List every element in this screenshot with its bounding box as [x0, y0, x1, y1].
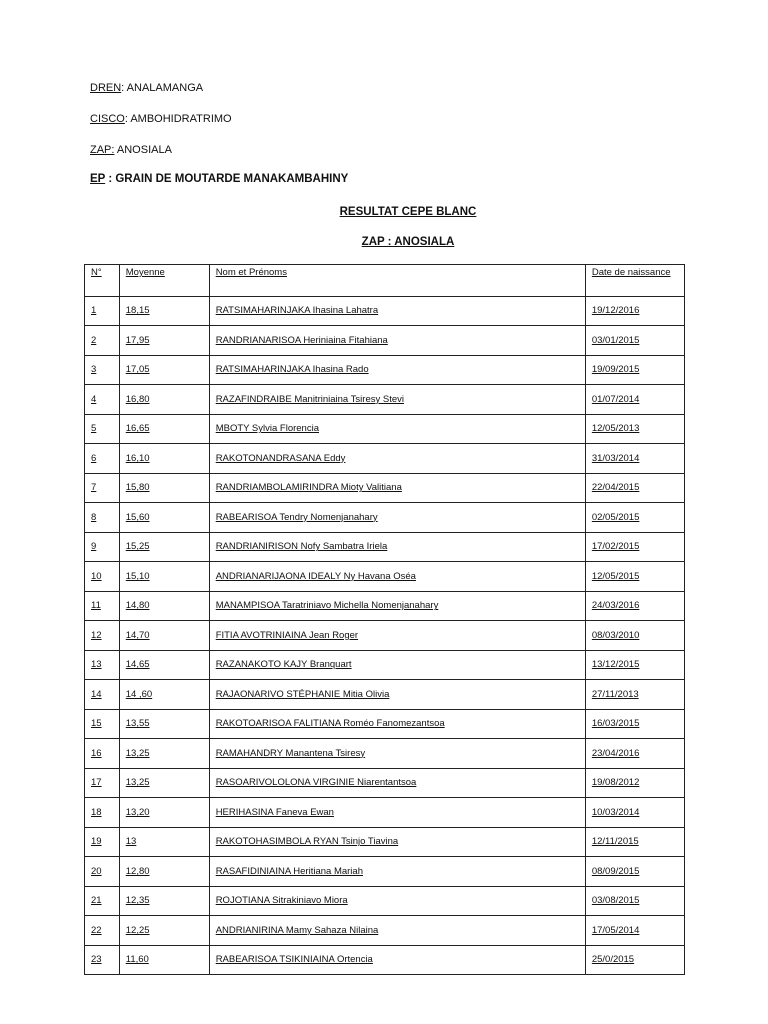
- cell-birthdate: 01/07/2014: [585, 385, 684, 415]
- cell-number: 22: [85, 916, 120, 946]
- cell-number: 23: [85, 945, 120, 975]
- zap-value: ANOSIALA: [114, 144, 172, 156]
- results-table: [84, 264, 685, 975]
- table-row: [85, 680, 685, 710]
- cell-number: 3: [85, 355, 120, 385]
- cell-average: 15,25: [119, 532, 209, 562]
- cell-birthdate: 12/11/2015: [585, 827, 684, 857]
- cell-birthdate: 08/09/2015: [585, 857, 684, 887]
- cell-birthdate: 03/01/2015: [585, 326, 684, 356]
- cell-birthdate: 22/04/2015: [585, 473, 684, 503]
- cell-birthdate: 25/0/2015: [585, 945, 684, 975]
- cell-number: 18: [85, 798, 120, 828]
- cell-birthdate: 23/04/2016: [585, 739, 684, 769]
- cell-number: 17: [85, 768, 120, 798]
- cisco-line: [90, 112, 232, 126]
- column-header-birthdate: Date de naissance: [585, 265, 684, 297]
- zap-line: [90, 143, 172, 157]
- cell-number: 2: [85, 326, 120, 356]
- cell-number: 12: [85, 621, 120, 651]
- cell-average: 13: [119, 827, 209, 857]
- cell-average: 14,70: [119, 621, 209, 651]
- cell-name: RANDRIANIRISON Nofy Sambatra Iriela: [209, 532, 585, 562]
- cell-birthdate: 31/03/2014: [585, 444, 684, 474]
- cell-name: RAJAONARIVO STÉPHANIE Mitia Olivia: [209, 680, 585, 710]
- column-header-name: Nom et Prénoms: [209, 265, 585, 297]
- cell-name: ROJOTIANA Sitrakiniavo Miora: [209, 886, 585, 916]
- table-row: [85, 532, 685, 562]
- cell-birthdate: 17/05/2014: [585, 916, 684, 946]
- cell-birthdate: 17/02/2015: [585, 532, 684, 562]
- cell-average: 16,80: [119, 385, 209, 415]
- cell-name: RATSIMAHARINJAKA Ihasina Rado: [209, 355, 585, 385]
- dren-value: : ANALAMANGA: [121, 82, 204, 94]
- table-row: [85, 473, 685, 503]
- cell-average: 13,25: [119, 768, 209, 798]
- cell-number: 15: [85, 709, 120, 739]
- table-row: [85, 503, 685, 533]
- cell-average: 12,35: [119, 886, 209, 916]
- dren-line: [90, 81, 203, 95]
- cell-number: 9: [85, 532, 120, 562]
- cell-birthdate: 10/03/2014: [585, 798, 684, 828]
- cell-number: 10: [85, 562, 120, 592]
- cell-average: 13,25: [119, 739, 209, 769]
- table-row: [85, 414, 685, 444]
- cell-name: RANDRIAMBOLAMIRINDRA Mioty Valitiana: [209, 473, 585, 503]
- table-row: [85, 945, 685, 975]
- cell-number: 11: [85, 591, 120, 621]
- ep-label: EP: [90, 173, 106, 185]
- cell-birthdate: 08/03/2010: [585, 621, 684, 651]
- table-row: [85, 798, 685, 828]
- table-row: [85, 857, 685, 887]
- column-header-average: Moyenne: [119, 265, 209, 297]
- ep-value: : GRAIN DE MOUTARDE MANAKAMBAHINY: [105, 173, 349, 185]
- cell-number: 6: [85, 444, 120, 474]
- cell-number: 19: [85, 827, 120, 857]
- cell-number: 7: [85, 473, 120, 503]
- cell-name: RATSIMAHARINJAKA Ihasina Lahatra: [209, 296, 585, 326]
- table-row: [85, 444, 685, 474]
- table-row: [85, 886, 685, 916]
- cell-average: 15,80: [119, 473, 209, 503]
- cell-average: 14,80: [119, 591, 209, 621]
- document-title: RESULTAT CEPE BLANC: [339, 206, 477, 218]
- table-row: [85, 326, 685, 356]
- cell-birthdate: 16/03/2015: [585, 709, 684, 739]
- cell-average: 17,05: [119, 355, 209, 385]
- cisco-label: CISCO: [90, 113, 125, 125]
- table-row: [85, 739, 685, 769]
- dren-label: DREN: [90, 82, 122, 94]
- cell-birthdate: 19/08/2012: [585, 768, 684, 798]
- cell-number: 4: [85, 385, 120, 415]
- cell-average: 13,55: [119, 709, 209, 739]
- cell-average: 18,15: [119, 296, 209, 326]
- table-row: [85, 355, 685, 385]
- table-row: [85, 916, 685, 946]
- cisco-value: : AMBOHIDRATRIMO: [124, 113, 232, 125]
- cell-birthdate: 12/05/2013: [585, 414, 684, 444]
- table-header-row: [85, 265, 685, 297]
- cell-number: 21: [85, 886, 120, 916]
- cell-name: RASOARIVOLOLONA VIRGINIE Niarentantsoa: [209, 768, 585, 798]
- cell-average: 13,20: [119, 798, 209, 828]
- cell-name: MBOTY Sylvia Florencia: [209, 414, 585, 444]
- cell-number: 20: [85, 857, 120, 887]
- cell-birthdate: 19/09/2015: [585, 355, 684, 385]
- cell-birthdate: 27/11/2013: [585, 680, 684, 710]
- table-row: [85, 827, 685, 857]
- cell-birthdate: 03/08/2015: [585, 886, 684, 916]
- cell-number: 8: [85, 503, 120, 533]
- cell-name: RAZAFINDRAIBE Manitriniaina Tsiresy Stevi: [209, 385, 585, 415]
- cell-name: HERIHASINA Faneva Ewan: [209, 798, 585, 828]
- cell-birthdate: 13/12/2015: [585, 650, 684, 680]
- cell-birthdate: 24/03/2016: [585, 591, 684, 621]
- cell-number: 1: [85, 296, 120, 326]
- school-line: [90, 173, 348, 185]
- table-row: [85, 621, 685, 651]
- table-row: [85, 768, 685, 798]
- cell-number: 14: [85, 680, 120, 710]
- cell-name: RAMAHANDRY Manantena Tsiresy: [209, 739, 585, 769]
- cell-birthdate: 19/12/2016: [585, 296, 684, 326]
- cell-birthdate: 02/05/2015: [585, 503, 684, 533]
- cell-average: 17,95: [119, 326, 209, 356]
- table-row: [85, 296, 685, 326]
- cell-name: ANDRIANARIJAONA IDEALY Ny Havana Oséa: [209, 562, 585, 592]
- cell-average: 14,65: [119, 650, 209, 680]
- cell-name: ANDRIANIRINA Mamy Sahaza Nilaina: [209, 916, 585, 946]
- cell-average: 15,60: [119, 503, 209, 533]
- cell-average: 12,80: [119, 857, 209, 887]
- cell-name: RAKOTOARISOA FALITIANA Roméo Fanomezantsoa: [209, 709, 585, 739]
- cell-average: 15,10: [119, 562, 209, 592]
- cell-average: 16,10: [119, 444, 209, 474]
- table-row: [85, 591, 685, 621]
- cell-name: RAKOTOHASIMBOLA RYAN Tsinjo Tiavina: [209, 827, 585, 857]
- zap-label: ZAP:: [90, 144, 115, 156]
- cell-number: 13: [85, 650, 120, 680]
- cell-birthdate: 12/05/2015: [585, 562, 684, 592]
- cell-average: 14 ,60: [119, 680, 209, 710]
- cell-name: RABEARISOA TSIKINIAINA Ortencia: [209, 945, 585, 975]
- cell-name: RAZANAKOTO KAJY Branquart: [209, 650, 585, 680]
- column-header-number: N°: [85, 265, 120, 297]
- cell-name: RANDRIANARISOA Heriniaina Fitahiana: [209, 326, 585, 356]
- cell-name: RAKOTONANDRASANA Eddy: [209, 444, 585, 474]
- table-row: [85, 650, 685, 680]
- cell-average: 12,25: [119, 916, 209, 946]
- document-subtitle: ZAP : ANOSIALA: [361, 236, 455, 248]
- cell-name: MANAMPISOA Taratriniavo Michella Nomenjanahary: [209, 591, 585, 621]
- cell-average: 16,65: [119, 414, 209, 444]
- cell-number: 5: [85, 414, 120, 444]
- table-row: [85, 385, 685, 415]
- cell-name: FITIA AVOTRINIAINA Jean Roger: [209, 621, 585, 651]
- table-row: [85, 562, 685, 592]
- cell-name: RASAFIDINIAINA Heritiana Mariah: [209, 857, 585, 887]
- cell-name: RABEARISOA Tendry Nomenjanahary: [209, 503, 585, 533]
- cell-average: 11,60: [119, 945, 209, 975]
- table-row: [85, 709, 685, 739]
- cell-number: 16: [85, 739, 120, 769]
